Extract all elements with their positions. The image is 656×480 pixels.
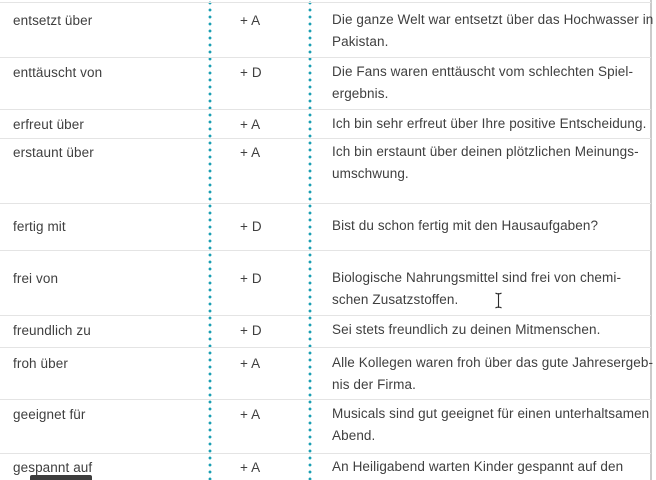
dotted-column-divider-1 (208, 0, 212, 480)
case-label: + A (240, 145, 261, 160)
case-label: + A (240, 13, 261, 28)
case-label: + A (240, 117, 261, 132)
case-label: + A (240, 460, 261, 475)
row-divider (0, 250, 651, 251)
example-sentence (332, 141, 639, 185)
adjective-preposition-label: fertig mit (13, 219, 66, 234)
adjective-preposition-label: entsetzt über (13, 13, 93, 28)
adjective-preposition-label: freundlich zu (13, 323, 91, 338)
sentence-line: schen Zusatzstoffen. (332, 292, 459, 307)
case-label: + D (240, 219, 262, 234)
row-divider (0, 453, 651, 454)
adjective-preposition-label: froh über (13, 356, 68, 371)
sentence-line: umschwung. (332, 166, 409, 181)
example-sentence (332, 215, 598, 237)
sentence-line: Alle Kollegen waren froh über das gute Jahresergeb- (332, 355, 654, 370)
case-label: + A (240, 356, 261, 371)
case-label: + D (240, 271, 262, 286)
row-divider (0, 399, 651, 400)
example-sentence (332, 113, 646, 135)
row-divider (0, 138, 651, 139)
dotted-column-divider-2 (308, 0, 312, 480)
taskbar-fragment[interactable] (30, 475, 92, 480)
adjective-preposition-label: frei von (13, 271, 59, 286)
sentence-line: Die Fans waren enttäuscht vom schlechten Spiel- (332, 64, 634, 79)
sentence-line: nis der Firma. (332, 377, 416, 392)
row-divider (0, 203, 651, 204)
row-divider (0, 109, 651, 110)
case-label: + D (240, 65, 262, 80)
sentence-line: Musicals sind gut geeignet für einen unterhaltsamen (332, 406, 650, 421)
example-sentence (332, 61, 633, 105)
page-right-border (650, 0, 652, 480)
sentence-line: Bist du schon fertig mit den Hausaufgaben? (332, 218, 599, 233)
case-label: + A (240, 407, 261, 422)
sentence-line: Biologische Nahrungsmittel sind frei von chemi- (332, 270, 622, 285)
example-sentence (332, 9, 653, 53)
sentence-line: ergebnis. (332, 86, 389, 101)
adjective-preposition-label: gespannt auf (13, 460, 93, 475)
example-sentence (332, 267, 621, 311)
row-divider (0, 2, 651, 3)
case-label: + D (240, 323, 262, 338)
sentence-line: Die ganze Welt war entsetzt über das Hochwasser in (332, 12, 654, 27)
sentence-line: Ich bin sehr erfreut über Ihre positive Entscheidung. (332, 116, 647, 131)
sentence-line: Sei stets freundlich zu deinen Mitmenschen. (332, 322, 601, 337)
text-cursor-ibeam (494, 292, 503, 309)
row-divider (0, 57, 651, 58)
adjective-preposition-label: geeignet für (13, 407, 86, 422)
sentence-line: Abend. (332, 428, 376, 443)
row-divider (0, 315, 651, 316)
sentence-line: Pakistan. (332, 34, 389, 49)
example-sentence (332, 403, 649, 447)
example-sentence (332, 456, 623, 478)
sentence-line: An Heiligabend warten Kinder gespannt auf den (332, 459, 624, 474)
adjective-preposition-label: enttäuscht von (13, 65, 103, 80)
example-sentence (332, 352, 653, 396)
adjective-preposition-label: erstaunt über (13, 145, 94, 160)
adjective-preposition-label: erfreut über (13, 117, 84, 132)
row-divider (0, 347, 651, 348)
example-sentence (332, 319, 600, 341)
sentence-line: Ich bin erstaunt über deinen plötzlichen Meinungs- (332, 144, 639, 159)
